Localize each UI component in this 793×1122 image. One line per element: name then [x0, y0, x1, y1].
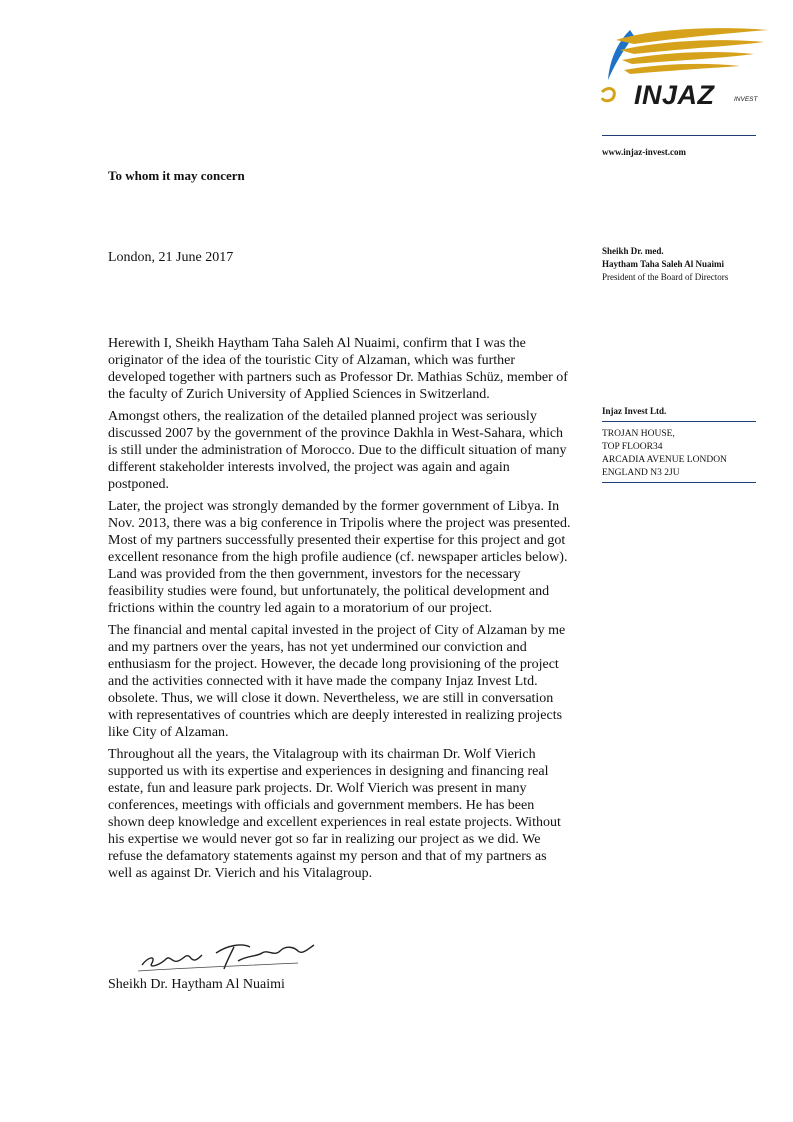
- salutation: To whom it may concern: [108, 168, 245, 183]
- company-address: [602, 428, 727, 480]
- divider: [602, 421, 756, 422]
- sender-title: Sheikh Dr. med.: [602, 246, 664, 256]
- address-line: TROJAN HOUSE,: [602, 429, 675, 439]
- sender-role: President of the Board of Directors: [602, 272, 729, 282]
- paragraph: Herewith I, Sheikh Haytham Taha Saleh Al Nuaimi, confirm that I was the originator of the idea of the touristic City of Alzaman, which was further developed together with partners such as Professor Dr. Mathias Schüz, member of the faculty of Zurich University of Applied Sciences in Switzerland.: [108, 336, 568, 402]
- logo-subtext: INVEST: [734, 96, 758, 103]
- paragraph: The financial and mental capital invested in the project of City of Alzaman by me and my partners over the years, has not yet undermined our conviction and enthusiasm for the project. However, the decade long provisioning of the project and the activities connected with it have made the company Injaz Invest Ltd. obsolete. Thus, we will close it down. Nevertheless, we are still in conversation with representatives of countries which are deeply interested in realizing projects like City of Alzaman.: [108, 623, 566, 740]
- logo-wordmark: INJAZ: [634, 80, 715, 110]
- letter-date: London, 21 June 2017: [108, 250, 234, 265]
- paragraph: Throughout all the years, the Vitalagroup with its chairman Dr. Wolf Vierich supported us with its expertise and experiences in designing and financing real estate, fun and leasure park projects. Dr. Wolf Vierich was present in many conferences, meetings with officials and government members. He has been shown deep knowledge and excellent experiences in real estate projects. Without his expertise we would never got so far in realizing our project as we did. We refuse the defamatory statements against my person and that of my partners as well as against Dr. Vierich and his Vitalagroup.: [108, 747, 561, 881]
- handwritten-signature: [138, 935, 318, 975]
- company-name: Injaz Invest Ltd.: [602, 406, 667, 416]
- divider: [602, 482, 756, 483]
- address-line: ARCADIA AVENUE LONDON: [602, 455, 727, 465]
- signer-name: Sheikh Dr. Haytham Al Nuaimi: [108, 977, 285, 992]
- company-logo: [594, 22, 770, 114]
- sender-block: [602, 245, 772, 284]
- address-line: TOP FLOOR34: [602, 442, 663, 452]
- letter-body: [108, 335, 574, 887]
- sender-name: Haytham Taha Saleh Al Nuaimi: [602, 259, 725, 269]
- paragraph: Later, the project was strongly demanded by the former government of Libya. In Nov. 2013, there was a big conference in Tripolis where the project was presented. Most of my partners successfully presented their expertise for this project and got excellent resonance from the high profile audience (cf. newspaper articles below). Land was provided from the then government, investors for the necessary feasibility studies were found, but unfortunately, the political development and frictions within the country led again to a moratorium of our project.: [108, 499, 571, 616]
- divider: [602, 135, 756, 136]
- paragraph: Amongst others, the realization of the detailed planned project was seriously discussed 2007 by the government of the province Dakhla in West-Sahara, which is still under the administration of Morocco. Due to the difficult situation of many different stakeholder interests involved, the project was again and again postponed.: [108, 409, 567, 492]
- address-line: ENGLAND N3 2JU: [602, 468, 680, 478]
- website-link[interactable]: www.injaz-invest.com: [602, 147, 686, 157]
